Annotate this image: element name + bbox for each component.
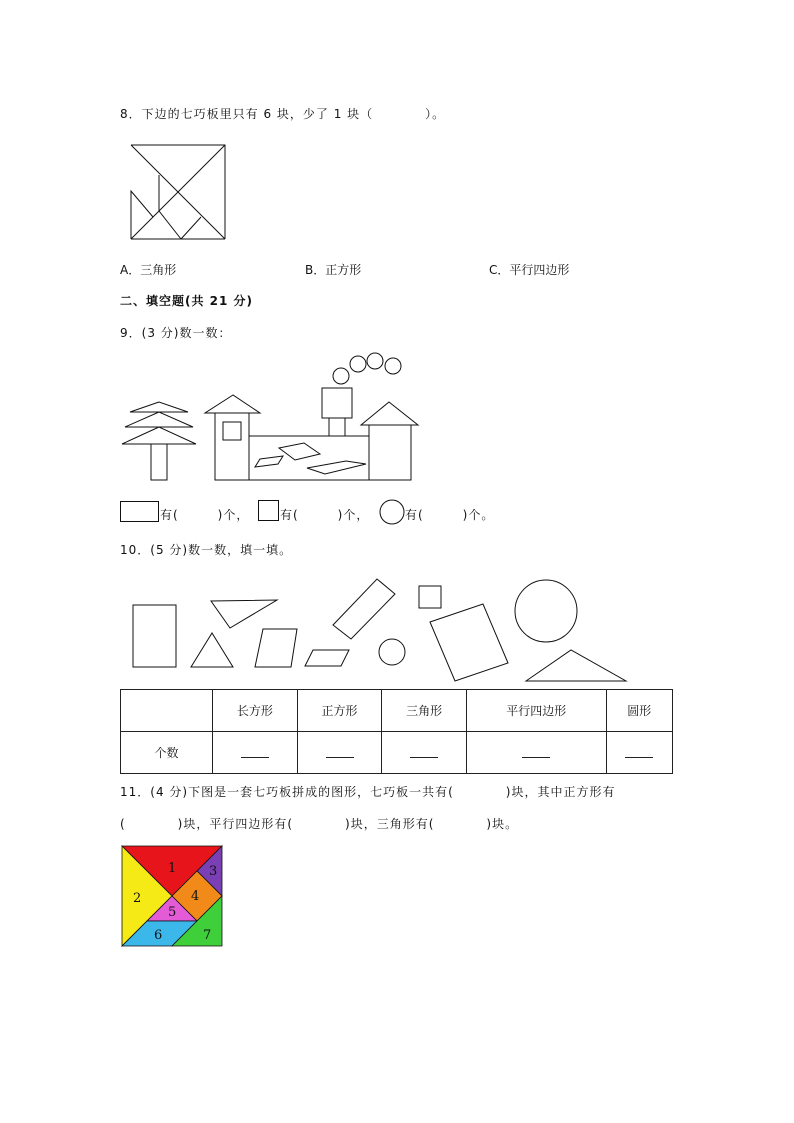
answer-blank[interactable] xyxy=(326,745,354,758)
q10-count-table xyxy=(120,689,673,774)
q9-answer-circle: 有( )个。 xyxy=(405,508,495,522)
q10-shapes xyxy=(125,575,635,687)
table-header-parallelogram: 平行四边形 xyxy=(467,690,607,732)
answer-blank[interactable] xyxy=(241,745,269,758)
answer-cell-circle[interactable] xyxy=(606,732,672,774)
answer-cell-square[interactable] xyxy=(297,732,382,774)
table-header-triangle: 三角形 xyxy=(382,690,467,732)
q9-circle-icon xyxy=(379,499,405,525)
q9-answer-square: 有( )个， xyxy=(280,508,370,522)
answer-blank[interactable] xyxy=(410,745,438,758)
tangram-label-4: 4 xyxy=(191,889,200,904)
q11-stem-line2: ( )块，平行四边形有( )块，三角形有( )块。 xyxy=(120,817,519,831)
q9-picture xyxy=(120,350,430,485)
tangram-label-6: 6 xyxy=(154,928,163,943)
answer-blank[interactable] xyxy=(522,745,550,758)
answer-cell-rectangle[interactable] xyxy=(213,732,298,774)
table-header-square: 正方形 xyxy=(297,690,382,732)
tangram-label-2: 2 xyxy=(133,891,142,906)
answer-cell-triangle[interactable] xyxy=(382,732,467,774)
q10-stem: 10．(5 分)数一数，填一填。 xyxy=(120,543,293,557)
q11-tangram xyxy=(122,846,222,946)
q8-option-c[interactable]: C．平行四边形 xyxy=(489,263,570,277)
tangram-label-3: 3 xyxy=(209,864,218,879)
q8-option-b[interactable]: B．正方形 xyxy=(305,263,362,277)
tangram-label-7: 7 xyxy=(203,928,212,943)
q11-stem-line1: 11．(4 分)下图是一套七巧板拼成的图形，七巧板一共有( )块，其中正方形有 xyxy=(120,785,616,799)
answer-cell-parallelogram[interactable] xyxy=(467,732,607,774)
table-header-empty xyxy=(121,690,213,732)
q8-stem: 8．下边的七巧板里只有 6 块，少了 1 块（ ）。 xyxy=(120,107,446,121)
q9-stem: 9．(3 分)数一数： xyxy=(120,326,232,340)
section-title: 二、填空题(共 21 分) xyxy=(120,294,254,308)
table-header-rectangle: 长方形 xyxy=(213,690,298,732)
table-header-circle: 圆形 xyxy=(606,690,672,732)
q9-rectangle-icon xyxy=(120,501,160,523)
tangram-label-1: 1 xyxy=(168,861,177,876)
tangram-label-5: 5 xyxy=(168,905,177,920)
q8-option-a[interactable]: A．三角形 xyxy=(120,263,177,277)
table-row-label: 个数 xyxy=(121,732,213,774)
q8-tangram-figure xyxy=(131,145,227,241)
answer-blank[interactable] xyxy=(625,745,653,758)
q9-square-icon xyxy=(258,500,280,522)
q9-answer-rectangle: 有( )个， xyxy=(160,508,250,522)
